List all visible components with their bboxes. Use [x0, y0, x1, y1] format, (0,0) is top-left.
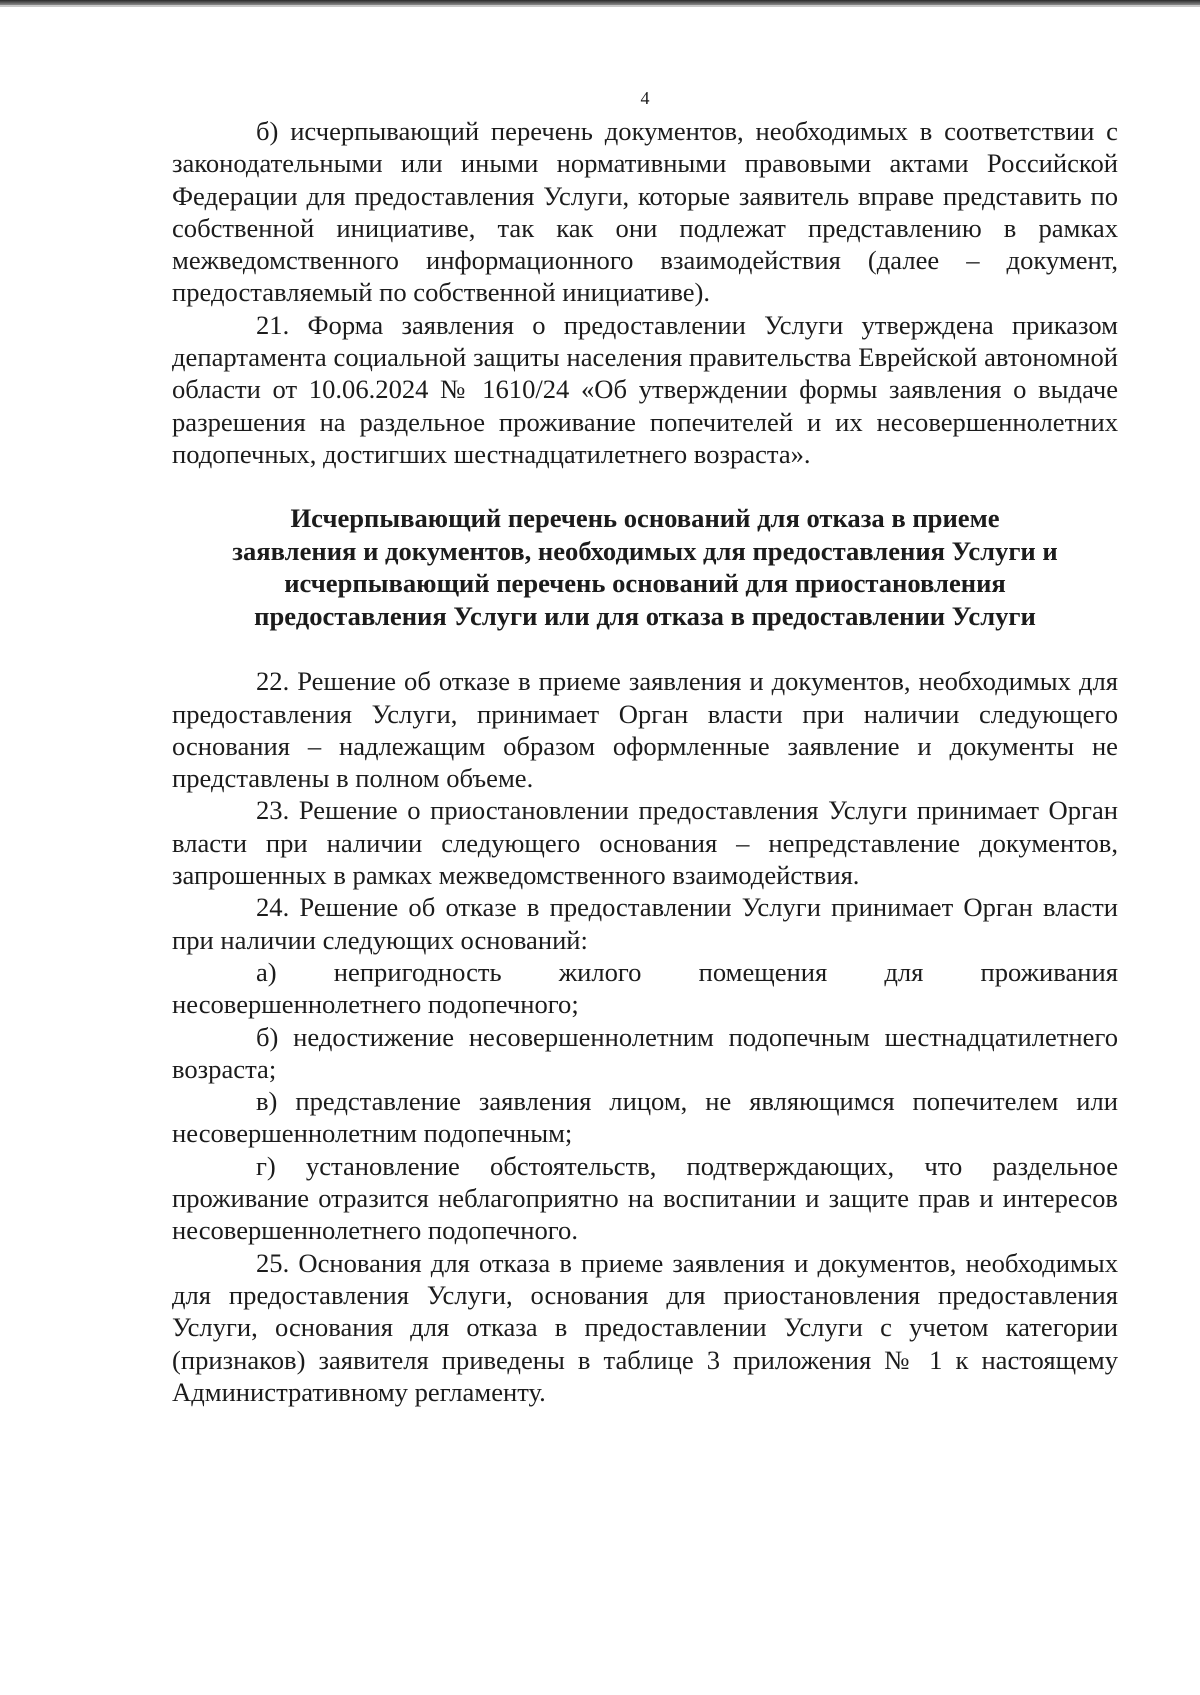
heading-line: исчерпывающий перечень оснований для приостановления [284, 568, 1006, 599]
paragraph-24g: г) установление обстоятельств, подтверждающих, что раздельное проживание отразится неблагоприятно на воспитании и защите прав и интересов несовершеннолетнего подопечного. [172, 1150, 1118, 1246]
page-number: 4 [640, 88, 650, 108]
document-page [172, 82, 1118, 1408]
paragraph-24: 24. Решение об отказе в предоставлении Услуги принимает Орган власти при наличии следующих оснований: [172, 892, 1118, 955]
heading-line: заявления и документов, необходимых для предоставления Услуги и [232, 535, 1058, 566]
paragraph-23: 23. Решение о приостановлении предоставления Услуги принимает Орган власти при наличии следующего основания – непредставление документов, запрошенных в рамках межведомственного взаимодействия. [172, 795, 1118, 891]
paragraph-20b: б) исчерпывающий перечень документов, необходимых в соответствии с законодательными или иными нормативными правовыми актами Российской Федерации для предоставления Услуги, которые заявитель вправе представить по собственной инициативе, так как они подлежат представлению в рамках межведомственного информационного взаимодействия (далее – документ, предоставляемый по собственной инициативе). [172, 116, 1118, 308]
paragraph-24v: в) представление заявления лицом, не являющимся попечителем или несовершеннолетним подопечным; [172, 1086, 1118, 1149]
paragraph-22: 22. Решение об отказе в приеме заявления и документов, необходимых для предоставления Услуги, принимает Орган власти при наличии следующего основания – надлежащим образом оформленные заявление и документы не представлены в полном объеме. [172, 666, 1118, 794]
paragraph-24b: б) недостижение несовершеннолетним подопечным шестнадцатилетнего возраста; [172, 1021, 1118, 1084]
paragraph-25: 25. Основания для отказа в приеме заявления и документов, необходимых для предоставления Услуги, основания для приостановления предоставления Услуги, основания для отказа в предоставлении Услуги с учетом категории (признаков) заявителя приведены в таблице 3 приложения № 1 к настоящему Административному регламенту. [172, 1247, 1118, 1407]
heading-line: предоставления Услуги или для отказа в предоставлении Услуги [254, 600, 1036, 631]
scan-top-edge-shadow [0, 5, 1200, 7]
paragraph-21: 21. Форма заявления о предоставлении Услуги утверждена приказом департамента социальной защиты населения правительства Еврейской автономной области от 10.06.2024 № 1610/24 «Об утверждении формы заявления о выдаче разрешения на раздельное проживание попечителей и их несовершеннолетних подопечных, достигших шестнадцатилетнего возраста». [172, 309, 1118, 469]
heading-line: Исчерпывающий перечень оснований для отказа в приеме [290, 503, 1000, 534]
paragraph-24a: а) непригодность жилого помещения для проживания несовершеннолетнего подопечного; [172, 956, 1118, 1020]
section-heading [172, 502, 1118, 632]
